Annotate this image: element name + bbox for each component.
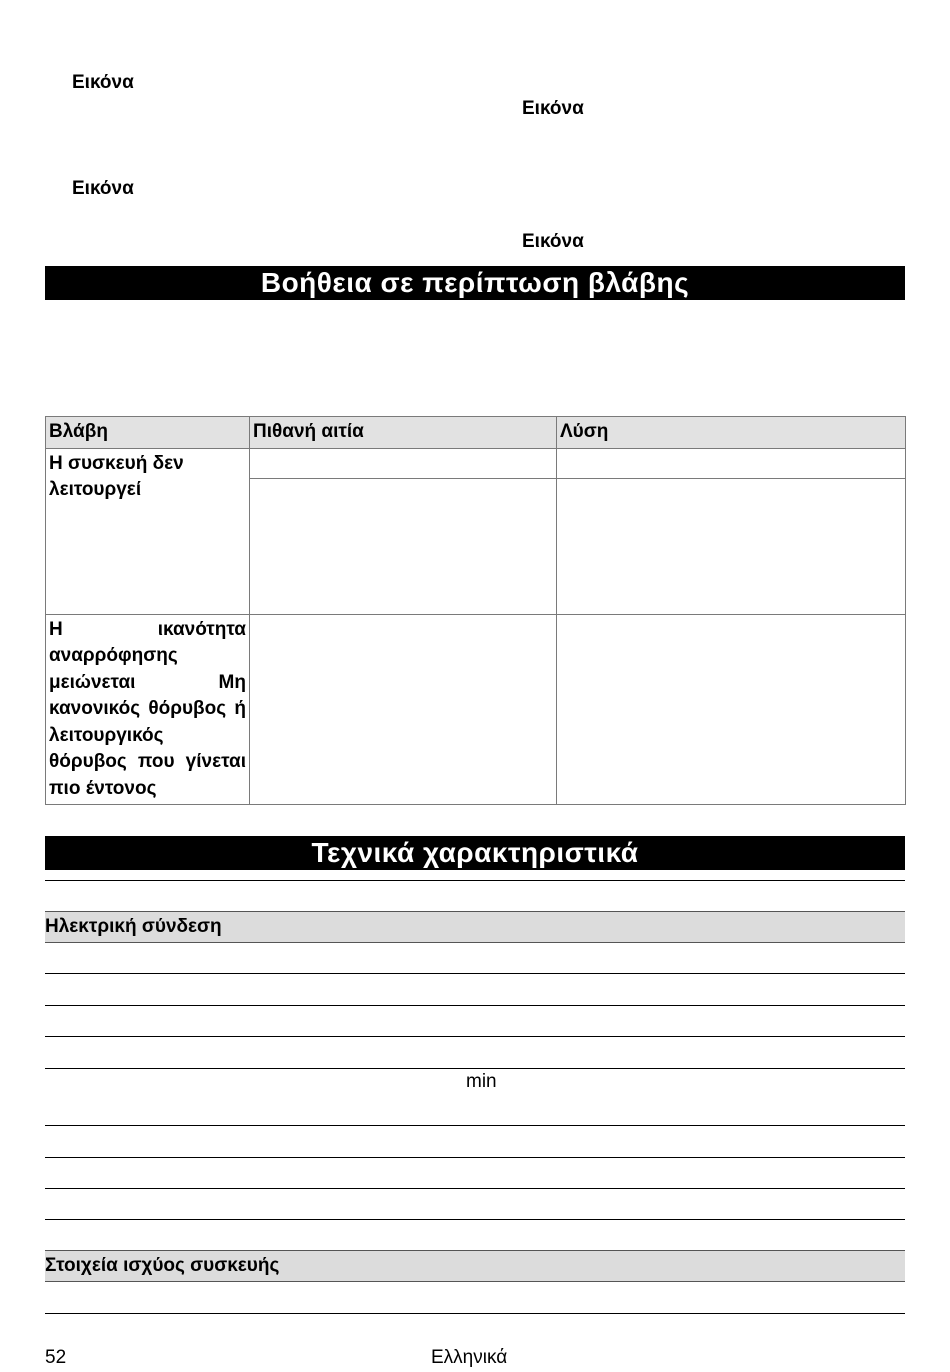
cause-cell xyxy=(250,478,557,614)
solution-cell xyxy=(557,478,906,614)
troubleshooting-heading: Βοήθεια σε περίπτωση βλάβης xyxy=(45,266,905,300)
column-header-cause: Πιθανή αιτία xyxy=(250,417,557,449)
solution-cell xyxy=(557,614,906,805)
table-row xyxy=(46,614,906,805)
troubleshooting-table xyxy=(45,416,906,805)
table-header-row xyxy=(46,417,906,449)
spec-row-divider xyxy=(45,1068,905,1069)
cause-cell xyxy=(250,448,557,478)
table-row xyxy=(46,448,906,478)
figure-label: Εικόνα xyxy=(522,231,584,252)
footer-language: Ελληνικά xyxy=(431,1347,508,1368)
spec-section-performance: Στοιχεία ισχύος συσκευής xyxy=(45,1250,905,1282)
figure-label: Εικόνα xyxy=(522,98,584,119)
unit-label: min xyxy=(466,1071,497,1092)
fault-cell: Η συσκευή δεν λειτουργεί xyxy=(46,448,250,614)
spec-row-divider xyxy=(45,1188,905,1189)
fault-cell: Η ικανότητα αναρρόφησης μειώνεται Μη κανονικός θόρυβος ή λειτουργικός θόρυβος που γίνεται πιο έντονος xyxy=(46,614,250,805)
spec-row-divider xyxy=(45,880,905,881)
column-header-fault: Βλάβη xyxy=(46,417,250,449)
figure-label: Εικόνα xyxy=(72,178,134,199)
spec-row-divider xyxy=(45,1157,905,1158)
technical-data-heading: Τεχνικά χαρακτηριστικά xyxy=(45,836,905,870)
spec-row-divider xyxy=(45,1036,905,1037)
figure-label: Εικόνα xyxy=(72,72,134,93)
spec-section-electrical: Ηλεκτρική σύνδεση xyxy=(45,911,905,943)
page-number: 52 xyxy=(45,1347,67,1368)
solution-cell xyxy=(557,448,906,478)
spec-row-divider xyxy=(45,973,905,974)
cause-cell xyxy=(250,614,557,805)
spec-row-divider xyxy=(45,1005,905,1006)
spec-row-divider xyxy=(45,1125,905,1126)
column-header-solution: Λύση xyxy=(557,417,906,449)
spec-row-divider xyxy=(45,1219,905,1220)
spec-row-divider xyxy=(45,1313,905,1314)
